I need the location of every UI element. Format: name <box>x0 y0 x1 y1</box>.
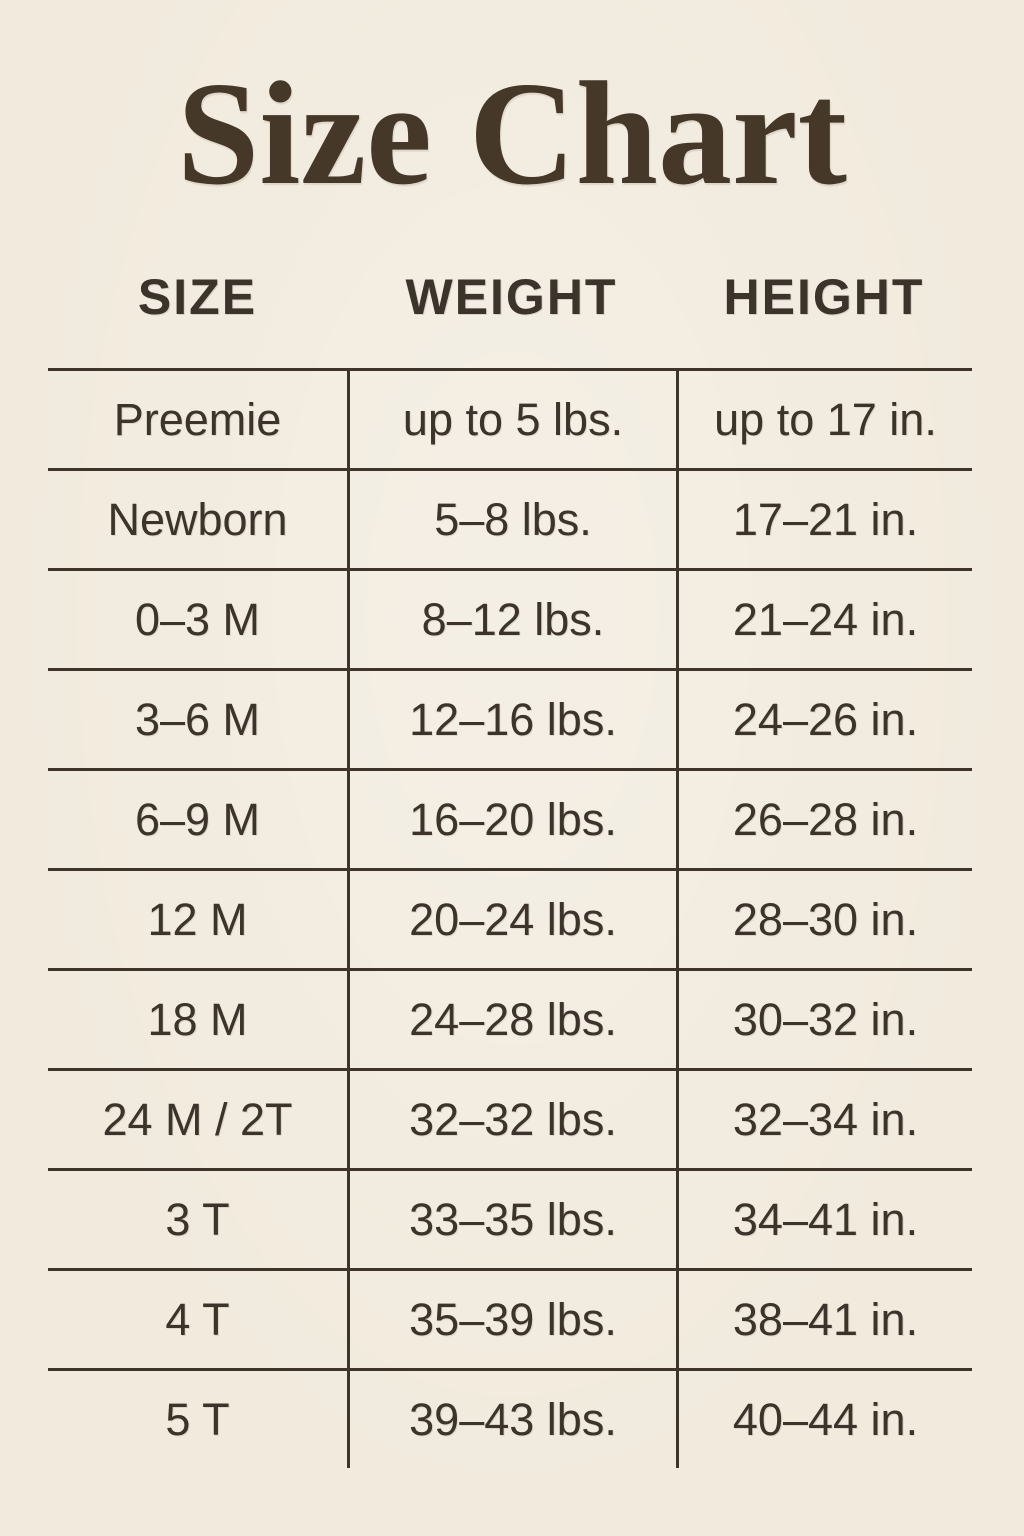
weight-cell: 33–35 lbs. <box>347 1171 676 1268</box>
table-row <box>48 868 972 968</box>
height-cell: 40–44 in. <box>676 1371 972 1468</box>
table-body <box>48 368 972 1468</box>
size-cell: 6–9 M <box>134 793 261 845</box>
weight-cell: 32–32 lbs. <box>347 1071 676 1168</box>
table-row <box>48 1068 972 1168</box>
size-cell: 18 M <box>147 993 248 1045</box>
weight-cell: 39–43 lbs. <box>347 1371 676 1468</box>
weight-cell: 24–28 lbs. <box>347 971 676 1068</box>
size-cell: Newborn <box>107 493 288 545</box>
table-row <box>48 1168 972 1268</box>
weight-cell: 16–20 lbs. <box>347 771 676 868</box>
size-cell: 4 T <box>165 1293 230 1345</box>
table-header-row <box>48 268 972 326</box>
height-cell: 21–24 in. <box>676 571 972 668</box>
table-row <box>48 468 972 568</box>
height-cell: 17–21 in. <box>676 471 972 568</box>
size-cell: 3–6 M <box>134 693 261 745</box>
height-cell: 32–34 in. <box>676 1071 972 1168</box>
height-cell: 38–41 in. <box>676 1271 972 1368</box>
column-header-weight: WEIGHT <box>405 269 618 325</box>
column-header-height: HEIGHT <box>723 269 925 325</box>
size-cell: 3 T <box>165 1193 230 1245</box>
table-row <box>48 1368 972 1468</box>
table-row <box>48 368 972 468</box>
page-title: Size Chart <box>177 52 847 216</box>
table-row <box>48 568 972 668</box>
height-cell: up to 17 in. <box>676 371 972 468</box>
height-cell: 28–30 in. <box>676 871 972 968</box>
weight-cell: 35–39 lbs. <box>347 1271 676 1368</box>
size-cell: 5 T <box>165 1393 230 1445</box>
size-cell: Preemie <box>113 393 282 445</box>
table-row <box>48 768 972 868</box>
height-cell: 34–41 in. <box>676 1171 972 1268</box>
size-cell: 0–3 M <box>134 593 261 645</box>
height-cell: 26–28 in. <box>676 771 972 868</box>
table-row <box>48 668 972 768</box>
size-cell: 24 M / 2T <box>102 1093 293 1145</box>
table-row <box>48 1268 972 1368</box>
weight-cell: 20–24 lbs. <box>347 871 676 968</box>
height-cell: 24–26 in. <box>676 671 972 768</box>
weight-cell: up to 5 lbs. <box>347 371 676 468</box>
weight-cell: 8–12 lbs. <box>347 571 676 668</box>
weight-cell: 5–8 lbs. <box>347 471 676 568</box>
table-row <box>48 968 972 1068</box>
size-cell: 12 M <box>147 893 248 945</box>
column-header-size: SIZE <box>137 269 258 325</box>
height-cell: 30–32 in. <box>676 971 972 1068</box>
size-table <box>48 268 972 1468</box>
weight-cell: 12–16 lbs. <box>347 671 676 768</box>
